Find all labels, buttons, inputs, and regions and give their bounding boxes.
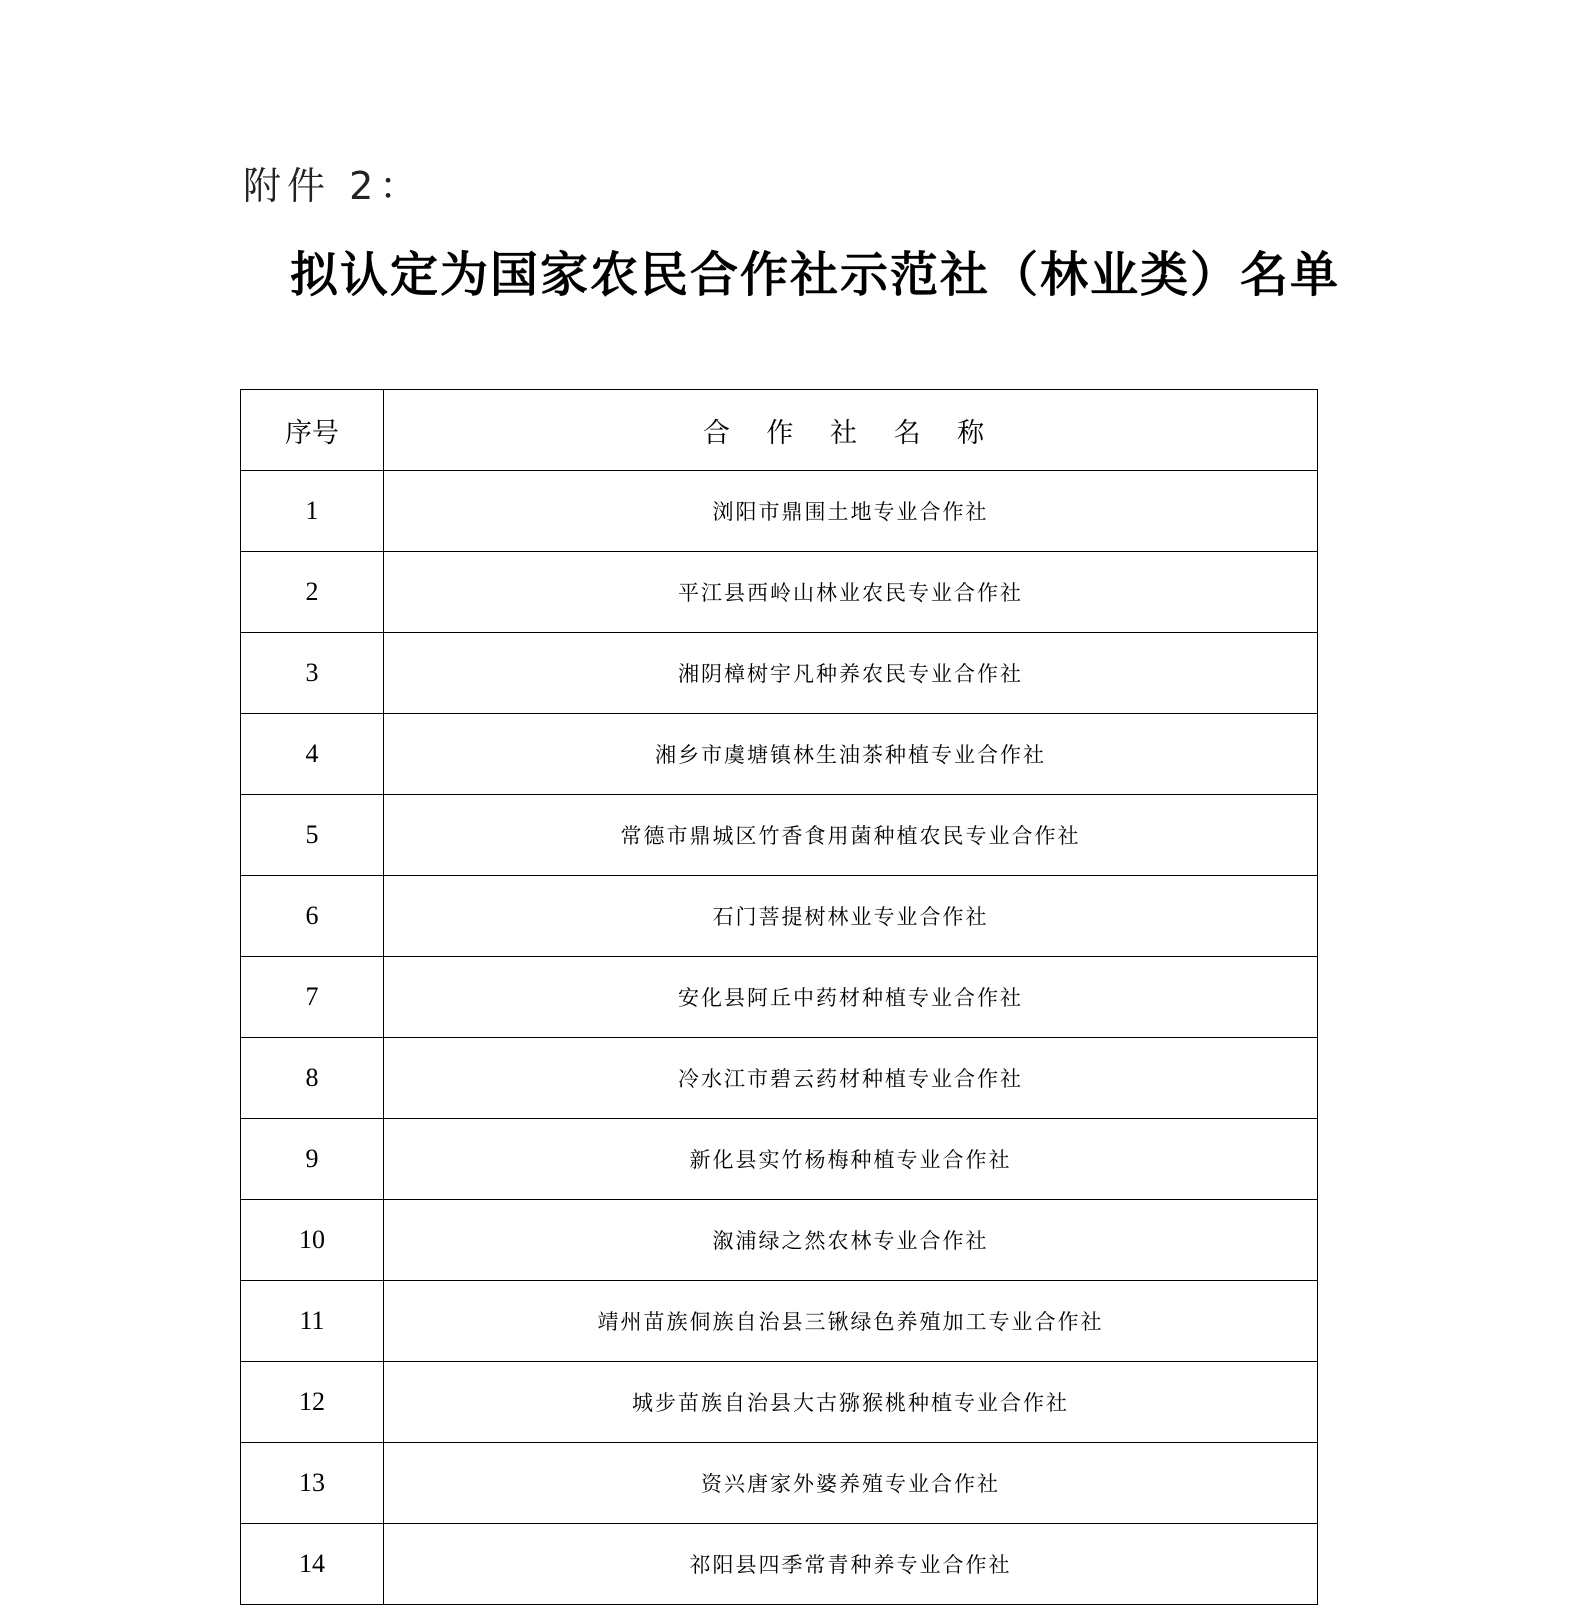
row-seq: 2 [241,552,384,633]
row-seq: 12 [241,1362,384,1443]
attachment-label: 附件 2： [243,164,424,208]
table-row [241,1524,1318,1605]
table-header-row [241,390,1318,471]
row-seq: 6 [241,876,384,957]
table-row [241,552,1318,633]
row-seq: 8 [241,1038,384,1119]
row-seq: 5 [241,795,384,876]
cooperative-list-table [240,389,1318,1605]
row-name: 湘阴樟树宇凡种养农民专业合作社 [384,633,1318,714]
table-row [241,471,1318,552]
table-row [241,957,1318,1038]
document-title: 拟认定为国家农民合作社示范社（林业类）名单 [289,247,1340,303]
row-name: 祁阳县四季常青种养专业合作社 [384,1524,1318,1605]
row-seq: 13 [241,1443,384,1524]
row-name: 安化县阿丘中药材种植专业合作社 [384,957,1318,1038]
table-row [241,1200,1318,1281]
row-seq: 10 [241,1200,384,1281]
table-row [241,633,1318,714]
row-seq: 11 [241,1281,384,1362]
row-seq: 9 [241,1119,384,1200]
row-name: 城步苗族自治县大古猕猴桃种植专业合作社 [384,1362,1318,1443]
row-name: 浏阳市鼎围土地专业合作社 [384,471,1318,552]
row-name: 常德市鼎城区竹香食用菌种植农民专业合作社 [384,795,1318,876]
row-seq: 7 [241,957,384,1038]
row-name: 靖州苗族侗族自治县三锹绿色养殖加工专业合作社 [384,1281,1318,1362]
column-header-seq: 序号 [241,390,384,471]
table-row [241,1362,1318,1443]
row-name: 平江县西岭山林业农民专业合作社 [384,552,1318,633]
row-name: 溆浦绿之然农林专业合作社 [384,1200,1318,1281]
table-row [241,1281,1318,1362]
row-name: 湘乡市虞塘镇林生油茶种植专业合作社 [384,714,1318,795]
table-body [241,471,1318,1605]
table-row [241,795,1318,876]
table-row [241,714,1318,795]
column-header-name: 合 作 社 名 称 [384,390,1318,471]
row-name: 新化县实竹杨梅种植专业合作社 [384,1119,1318,1200]
row-seq: 4 [241,714,384,795]
table-row [241,1119,1318,1200]
row-name: 资兴唐家外婆养殖专业合作社 [384,1443,1318,1524]
row-seq: 1 [241,471,384,552]
row-name: 石门菩提树林业专业合作社 [384,876,1318,957]
table-row [241,1443,1318,1524]
table-row [241,876,1318,957]
row-seq: 14 [241,1524,384,1605]
row-seq: 3 [241,633,384,714]
row-name: 冷水江市碧云药材种植专业合作社 [384,1038,1318,1119]
table-row [241,1038,1318,1119]
